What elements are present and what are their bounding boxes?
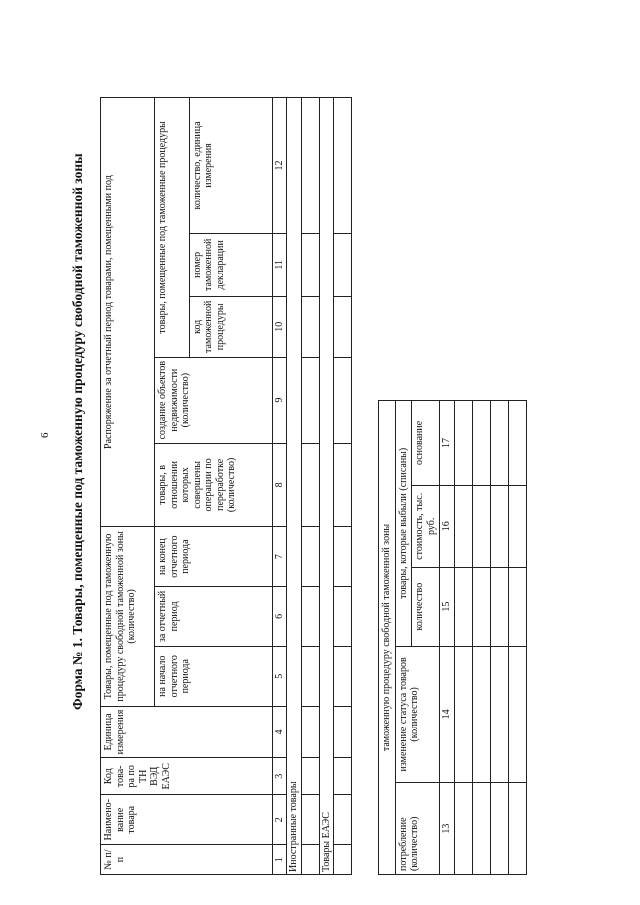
table-cell [454, 646, 472, 783]
col-header-decl-num: номер таможенной декларации [189, 233, 272, 296]
table-cell [472, 646, 490, 783]
main-table [100, 97, 352, 875]
table-cell [334, 845, 352, 875]
col-number-12: 12 [272, 98, 287, 234]
table-cell [334, 357, 352, 443]
second-header-basis: основание [412, 401, 440, 486]
col-number-9: 9 [272, 357, 287, 443]
table-cell [490, 401, 508, 486]
table-cell [301, 98, 319, 234]
col-header-disposal-group: Распоряжение за отчетный период товарами, помещенными под [101, 98, 155, 527]
col-header-unit: Единица измерения [101, 706, 273, 758]
table-cell [334, 758, 352, 795]
col-header-other-proc-group: товары, помещенные под таможенные процедуры [155, 98, 190, 358]
second-header-consumption: потребление (количество) [395, 783, 440, 875]
col-number-3: 3 [272, 758, 287, 795]
table-cell [508, 401, 526, 486]
table-cell [301, 357, 319, 443]
form-title: Форма № 1. Товары, помещенные под таможенную процедуру свободной таможенной зоны [70, 153, 85, 710]
table-cell [508, 485, 526, 567]
col-number-4: 4 [272, 706, 287, 758]
table-cell [334, 706, 352, 758]
col-header-placed-end: на конец отчетного периода [155, 527, 272, 587]
table-cell [301, 758, 319, 795]
table-cell [334, 527, 352, 587]
second-header-written-off: товары, которые выбыли (списаны) [395, 401, 412, 647]
col-number-1: 1 [272, 845, 287, 875]
table-cell [472, 401, 490, 486]
main-table-wrapper [100, 97, 352, 875]
table-cell [508, 783, 526, 875]
col-number-5: 5 [272, 646, 287, 706]
col-header-placed-during: за отчетный период [155, 587, 272, 647]
second-header-group: таможенную процедуру свободной таможенной зоны [379, 401, 396, 875]
table-cell [301, 706, 319, 758]
col-number-11: 11 [272, 233, 287, 296]
row-foreign-goods: Иностранные товары [287, 98, 302, 875]
col-header-code: Код това-ра по ТН ВЭД ЕАЭС [101, 758, 273, 795]
table-cell [508, 567, 526, 646]
table-cell [334, 646, 352, 706]
col-number-16: 16 [440, 485, 455, 567]
col-number-14: 14 [440, 646, 455, 783]
row-eaeu-goods: Товары ЕАЭС [319, 98, 334, 875]
col-header-processed: товары, в отношении которых совершены операции по переработке (количество) [155, 443, 272, 527]
table-cell [301, 795, 319, 845]
col-number-7: 7 [272, 527, 287, 587]
col-number-8: 8 [272, 443, 287, 527]
table-cell [472, 783, 490, 875]
second-header-cost: стоимость, тыс. руб. [412, 485, 440, 567]
col-header-qty-unit: количество, единица измерения [189, 98, 272, 234]
col-number-15: 15 [440, 567, 455, 646]
table-cell [334, 98, 352, 234]
table-cell [454, 567, 472, 646]
second-header-status-change: изменение статуса товаров (количество) [395, 646, 440, 783]
table-cell [490, 567, 508, 646]
table-cell [490, 485, 508, 567]
table-cell [334, 587, 352, 647]
table-cell [508, 646, 526, 783]
table-cell [334, 296, 352, 357]
second-table [378, 400, 527, 875]
col-number-10: 10 [272, 296, 287, 357]
page-number: 6 [39, 432, 51, 438]
table-cell [334, 795, 352, 845]
table-cell [490, 783, 508, 875]
col-header-placed-start: на начало отчетного периода [155, 646, 272, 706]
second-table-wrapper [378, 400, 503, 875]
form-title-area [70, 0, 94, 905]
table-cell [454, 783, 472, 875]
table-cell [472, 567, 490, 646]
col-header-real-estate: создание объектов недвижимости (количество) [155, 357, 272, 443]
table-cell [301, 527, 319, 587]
col-number-17: 17 [440, 401, 455, 486]
col-number-6: 6 [272, 587, 287, 647]
table-cell [334, 443, 352, 527]
second-header-quantity: количество [412, 567, 440, 646]
table-cell [334, 233, 352, 296]
col-header-proc-code: код таможенной процедуры [189, 296, 272, 357]
table-cell [301, 296, 319, 357]
col-number-2: 2 [272, 795, 287, 845]
table-cell [454, 485, 472, 567]
table-cell [301, 233, 319, 296]
table-cell [454, 401, 472, 486]
table-cell [301, 646, 319, 706]
col-header-name: Наимено-вание товара [101, 795, 273, 845]
table-cell [301, 587, 319, 647]
table-cell [472, 485, 490, 567]
col-number-13: 13 [440, 783, 455, 875]
table-cell [490, 646, 508, 783]
col-header-placed-group: Товары, помещенные под таможенную процедуру свободной таможенной зоны (количество) [101, 527, 155, 706]
table-cell [301, 845, 319, 875]
table-cell [301, 443, 319, 527]
col-header-num: № п/п [101, 845, 273, 875]
